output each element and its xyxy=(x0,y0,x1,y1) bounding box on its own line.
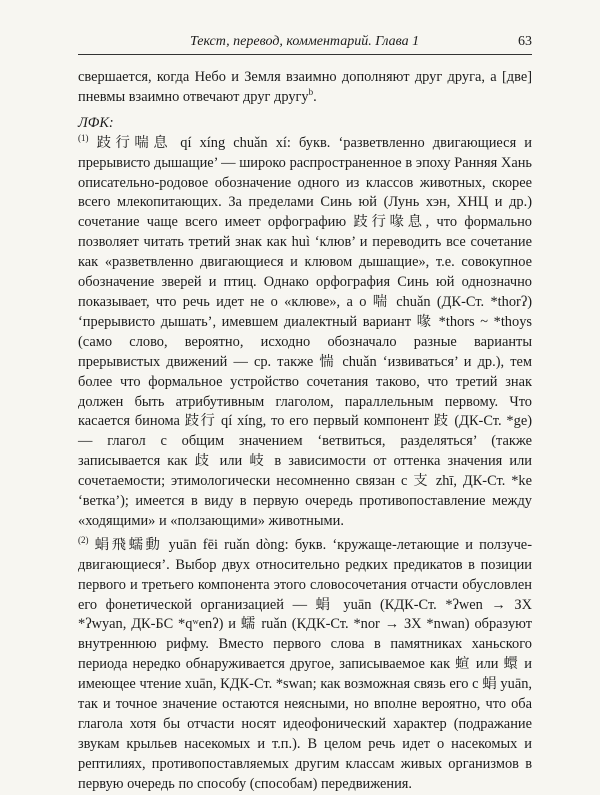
intro-paragraph xyxy=(78,68,532,108)
running-title: Текст, перевод, комментарий. Глава 1 xyxy=(190,34,420,49)
running-head xyxy=(78,30,532,55)
footnote-marker: b xyxy=(308,87,314,98)
note-1 xyxy=(78,134,532,532)
note-1-index: (1) xyxy=(78,132,89,143)
page-number: 63 xyxy=(518,34,532,49)
note-2 xyxy=(78,536,532,795)
body-text xyxy=(78,68,532,795)
note-2-text: 蜎飛蠕動 yuān fēi ruǎn dòng: букв. ‘кружаще-летающие и ползуче-двигающиеся’. Выбор двух относительно редких предикатов в позиции первого и третьего компонента этого словосочетания отчасти обусловлен его фонетической организацией — 蜎 yuān (КДК-Ст. *ʔwen → ЗХ *ʔwyan, ДК-БС *qʷenʔ) и 蠕 ruǎn (КДК-Ст. *nor → ЗХ *nwan) образуют внутреннюю рифму. Вместо первого слова в памятниках ханьского периода нередко обнаруживается другое, записываемое как 蝖 или 蠉 и имеющее чтение xuān, КДК-Ст. *swan; как возможная связь его с 蜎 yuān, так и точное значение остаются неясными, но вполне вероятно, что оба глагола хотя бы отчасти носят идеофонический характер (подражание звукам крыльев насекомых и т.п.). В целом речь идет о насекомых и рептилиях, противопоставляемых другим классам живых организмов в первую очередь по способу (способам) передвижения. xyxy=(78,536,532,792)
note-2-index: (2) xyxy=(78,535,89,546)
intro-end: . xyxy=(313,88,317,105)
note-1-text: 跂行喘息 qí xíng chuǎn xí: букв. ‘разветвленно двигающиеся и прерывисто дышащие’ — широко распространенное в эпоху Ранняя Хань описательно-родовое обозначение одного из классов животных, скорее всего млекопитающих. За пределами Синь юй (Лунь хэн, ХНЦ и др.) сочетание чаще всего имеет орфографию 跂行喙息, что формально позволяет читать третий знак как huì ‘клюв’ и переводить все сочетание как «разветвленно двигающиеся и клювом дышащие», т.е. совокупное обозначение зверей и птиц. Однако орфография Синь юй однозначно показывает, что речь идет не о «клюве», а о 喘 chuǎn (ДК-Ст. *thorʔ) ‘прерывисто дышать’, имевшем диалектный вариант 喙 *thors ~ *thoys (само слово, вероятно, исходно обозначало разные варианты прерывистых движений — ср. также 惴 chuǎn ‘извиваться’ и др.), тем более что формальное устройство сочетания таково, что третий знак должен быть атрибутивным глаголом, параллельным первому. Что касается бинома 跂行 qí xíng, то его первый компонент 跂 (ДК-Ст. *ge) — глагол с общим значением ‘ветвиться, разделяться’ (также записывается как 歧 или 岐 в зависимости от оттенка значения или сочетаемости; этимологически несомненно связан с 支 zhī, ДК-Ст. *ke ‘ветка’); имеется в виду в первую очередь противопоставление между «ходящими» и «ползающими» животными. xyxy=(78,134,532,529)
section-label: ЛФК: xyxy=(78,114,114,131)
intro-text: свершается, когда Небо и Земля взаимно дополняют друг друга, а [две] пневмы взаимно отвечают друг другу xyxy=(78,69,532,105)
